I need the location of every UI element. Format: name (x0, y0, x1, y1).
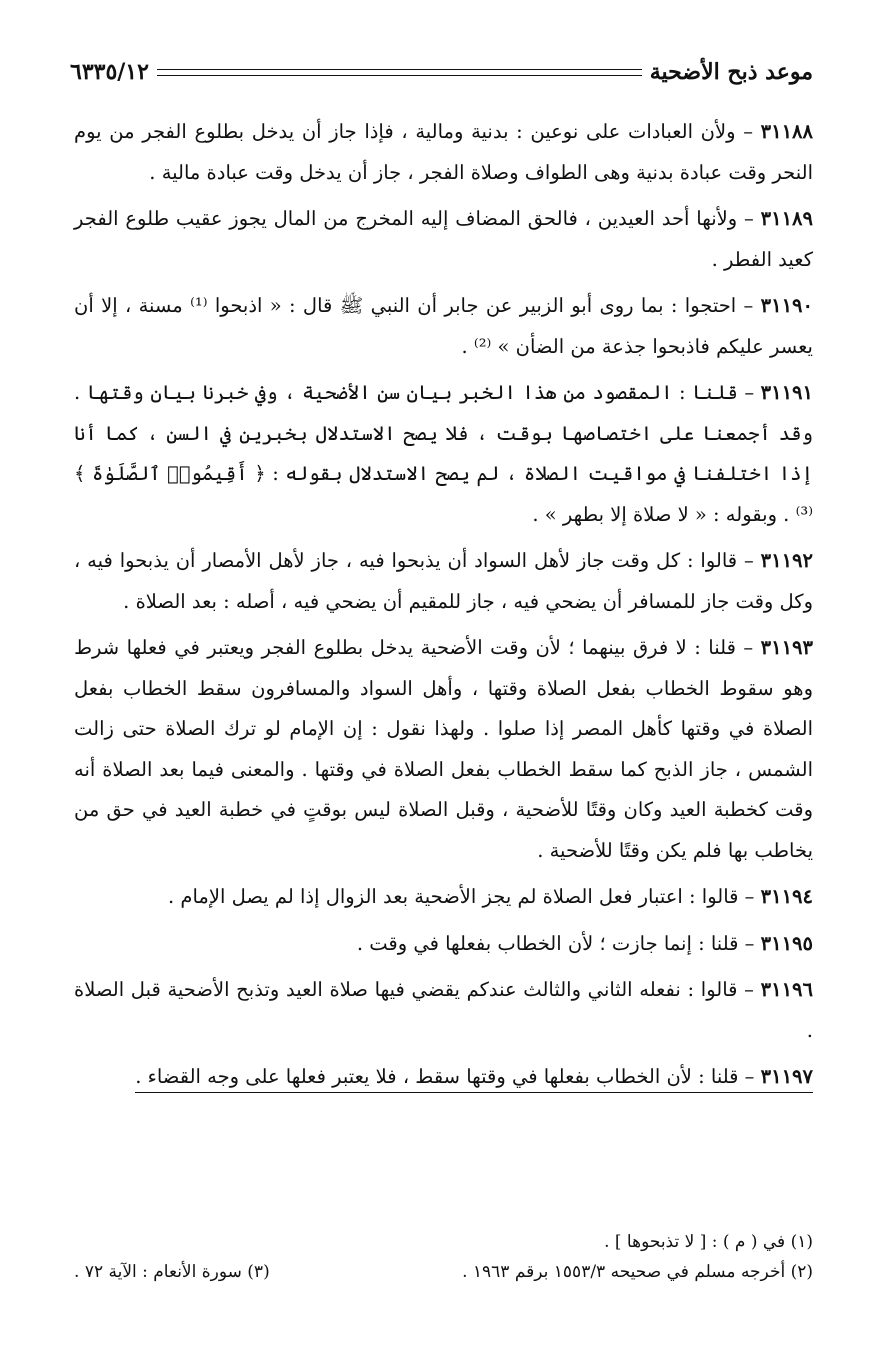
paragraph (74, 1057, 813, 1098)
footnote-2: (٢) أخرجه مسلم في صحيحه ١٥٥٣/٣ برقم ١٩٦٣ . (462, 1262, 813, 1282)
footnote-1: (١) في ( م ) : [ لا تذبحوها ] . (604, 1232, 813, 1252)
paragraph (74, 628, 813, 871)
paragraph (74, 373, 813, 535)
paragraph-text: – قالوا : نفعله الثاني والثالث عندكم يقضي فيها صلاة العيد وتذبح الأضحية قبل الصلاة . (74, 978, 813, 1042)
paragraph (74, 286, 813, 367)
paragraph-number: ٣١١٩١ (760, 381, 813, 404)
paragraph-number: ٣١١٨٩ (760, 207, 813, 230)
paragraph-number: ٣١١٩٤ (760, 885, 813, 908)
paragraph-text: – قالوا : كل وقت جاز لأهل السواد أن يذبحوا فيه ، جاز لأهل الأمصار أن يذبحوا فيه ، وكل وقت جاز للمسافر أن يضحي فيه ، جاز للمقيم أن يضحي فيه ، أصله : بعد الصلاة . (74, 549, 813, 613)
footnotes (74, 1227, 813, 1287)
main-text (74, 112, 813, 1104)
paragraph-text: – قلنا : المقصود من هذا الخبر بيان سن الأضحية ، وفي خبرنا بيان وقتها . وقد أجمعنا على اختصاصها بوقت ، فلا يصح الاستدلال بخبرين في السن ، كما أنا إذا اختلفنا في مواقيت الصلاة ، لم يصح الاستدلال بقوله : ﴿ أَقِيمُوا۟ ٱلصَّلَوٰةَ ﴾ ⁽³⁾ . وبقوله : « لا صلاة إلا بطهر » . (74, 381, 813, 526)
paragraph (74, 541, 813, 622)
paragraph-number: ٣١١٩٢ (760, 549, 813, 572)
paragraph (74, 112, 813, 193)
paragraph-number: ٣١١٨٨ (760, 120, 813, 143)
chapter-title: موعد ذبح الأضحية (649, 59, 813, 85)
paragraph (74, 199, 813, 280)
paragraph-text: – قلنا : لأن الخطاب بفعلها في وقتها سقط ، فلا يعتبر فعلها على وجه القضاء . (135, 1065, 761, 1088)
paragraph-number: ٣١١٩٣ (760, 636, 813, 659)
page-header (70, 55, 813, 89)
paragraph-text: – ولأن العبادات على نوعين : بدنية ومالية ، فإذا جاز أن يدخل بطلوع الفجر من يوم النحر وقت عبادة بدنية وهى الطواف وصلاة الفجر ، جاز أن يدخل وقت عبادة مالية . (74, 120, 813, 184)
paragraph-number: ٣١١٩٧ (760, 1065, 813, 1088)
header-rule (157, 69, 642, 76)
paragraph-number: ٣١١٩٦ (760, 978, 813, 1001)
page-number: ٦٣٣٥/١٢ (70, 59, 149, 85)
footnote-row (74, 1257, 813, 1287)
paragraph-text: – احتجوا : بما روى أبو الزبير عن جابر أن النبي ﷺ قال : « اذبحوا ⁽¹⁾ مسنة ، إلا أن يعسر عليكم فاذبحوا جذعة من الضأن » ⁽²⁾ . (74, 294, 813, 358)
paragraph (74, 877, 813, 918)
paragraph-number: ٣١١٩٠ (760, 294, 813, 317)
paragraph-text: – ولأنها أحد العيدين ، فالحق المضاف إليه المخرج من المال يجوز عقيب طلوع الفجر كعيد الفطر . (74, 207, 813, 271)
paragraph-text: – قلنا : إنما جازت ؛ لأن الخطاب بفعلها في وقت . (356, 931, 761, 955)
paragraph (74, 924, 813, 965)
footnote-3: (٣) سورة الأنعام : الآية ٧٢ . (74, 1262, 270, 1282)
paragraph-number: ٣١١٩٥ (760, 931, 813, 955)
footnote-separator-line (135, 1065, 813, 1093)
paragraph-text: – قالوا : اعتبار فعل الصلاة لم يجز الأضحية بعد الزوال إذا لم يصل الإمام . (167, 885, 761, 908)
paragraph-text: – قلنا : لا فرق بينهما ؛ لأن وقت الأضحية يدخل بطلوع الفجر ويعتبر في فعلها شرط وهو سقوط الخطاب بفعل الصلاة وقتها ، وأهل السواد والمسافرون سقط الخطاب بفعل الصلاة في وقتها كأهل المصر إذا صلوا . ولهذا نقول : إن الإمام لو ترك الصلاة حتى زالت الشمس ، جاز الذبح كما سقط الخطاب بفعل الصلاة في وقتها . والمعنى فيما بعد الصلاة أنه وقت كخطبة العيد وكان وقتًا للأضحية ، وقبل الصلاة ليس بوقتٍ في خطبة العيد في حق من يخاطب بها فلم يكن وقتًا للأضحية . (74, 636, 813, 862)
paragraph (74, 970, 813, 1051)
